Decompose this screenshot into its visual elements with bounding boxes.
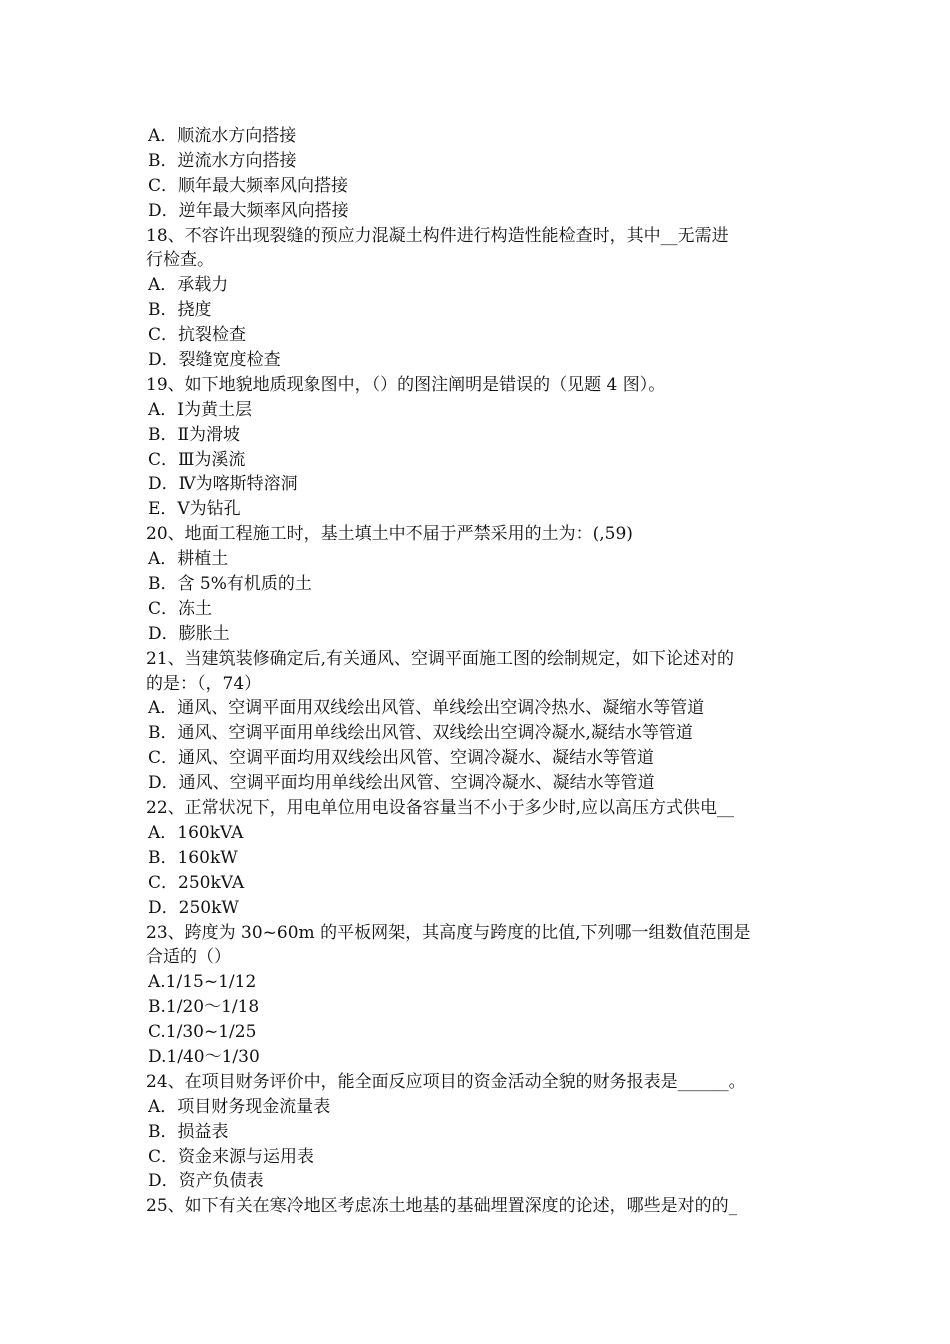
answer-option: D．膨胀土 bbox=[148, 623, 230, 644]
answer-option: D．资产负债表 bbox=[148, 1171, 264, 1192]
answer-option: A．160kVA bbox=[148, 822, 244, 843]
answer-option: B．160kW bbox=[148, 847, 238, 868]
answer-option: B．损益表 bbox=[148, 1121, 229, 1142]
answer-option: C.1/30~1/25 bbox=[148, 1022, 257, 1043]
question-text: 的是：（，74） bbox=[146, 673, 262, 694]
answer-option: C．Ⅲ为溪流 bbox=[148, 449, 246, 470]
answer-option: D．裂缝宽度检查 bbox=[148, 350, 281, 371]
answer-option: C．资金来源与运用表 bbox=[148, 1146, 315, 1167]
answer-option: A.1/15~1/12 bbox=[148, 972, 257, 993]
answer-option: C．顺年最大频率风向搭接 bbox=[148, 175, 349, 196]
answer-option: D.1/40～1/30 bbox=[148, 1046, 260, 1067]
answer-option: D．通风、空调平面均用单线绘出风管、空调冷凝水、凝结水等管道 bbox=[148, 773, 655, 794]
answer-option: E．Ⅴ为钻孔 bbox=[148, 499, 241, 520]
exam-text-body bbox=[146, 124, 811, 1219]
answer-option: B．逆流水方向搭接 bbox=[148, 150, 297, 171]
question-text: 18、不容许出现裂缝的预应力混凝土构件进行构造性能检查时，其中__无需进 bbox=[146, 225, 729, 246]
question-text: 20、地面工程施工时，基土填土中不届于严禁采用的土为：(,59) bbox=[146, 524, 633, 545]
answer-option: C．冻土 bbox=[148, 598, 213, 619]
answer-option: C．抗裂检查 bbox=[148, 325, 247, 346]
answer-option: A．顺流水方向搭接 bbox=[148, 126, 297, 146]
question-text: 24、在项目财务评价中，能全面反应项目的资金活动全貌的财务报表是______。 bbox=[146, 1071, 746, 1092]
question-text: 23、跨度为 30~60m 的平板网架，其高度与跨度的比值,下列哪一组数值范围是 bbox=[146, 922, 751, 943]
question-text: 合适的（） bbox=[146, 947, 231, 968]
answer-option: B．含 5%有机质的土 bbox=[148, 574, 312, 595]
answer-option: D．250kW bbox=[148, 897, 239, 918]
question-text: 21、当建筑装修确定后,有关通风、空调平面施工图的绘制规定，如下论述对的 bbox=[146, 648, 735, 669]
answer-option: B．通风、空调平面用单线绘出风管、双线绘出空调冷凝水,凝结水等管道 bbox=[148, 723, 693, 744]
answer-option: D．Ⅳ为喀斯特溶洞 bbox=[148, 474, 298, 495]
question-text: 行检查。 bbox=[146, 250, 214, 271]
answer-option: B.1/20～1/18 bbox=[148, 997, 260, 1018]
answer-option: A．通风、空调平面用双线绘出风管、单线绘出空调冷热水、凝缩水等管道 bbox=[148, 698, 705, 719]
answer-option: A．耕植土 bbox=[148, 549, 229, 570]
answer-option: A．Ⅰ为黄土层 bbox=[148, 399, 252, 420]
answer-option: B．Ⅱ为滑坡 bbox=[148, 424, 241, 445]
answer-option: C．250kVA bbox=[148, 872, 245, 893]
answer-option: A．项目财务现金流量表 bbox=[148, 1096, 331, 1117]
answer-option: B．挠度 bbox=[148, 300, 212, 321]
question-text: 22、正常状况下，用电单位用电设备容量当不小于多少时,应以高压方式供电__ bbox=[146, 798, 735, 819]
answer-option: C．通风、空调平面均用双线绘出风管、空调冷凝水、凝结水等管道 bbox=[148, 748, 655, 769]
answer-option: D．逆年最大频率风向搭接 bbox=[148, 200, 349, 221]
answer-option: A．承载力 bbox=[148, 275, 229, 296]
question-text: 19、如下地貌地质现象图中，（）的图注阐明是错误的（见题 4 图）。 bbox=[146, 374, 666, 395]
question-text: 25、如下有关在寒冷地区考虑冻土地基的基础埋置深度的论述，哪些是对的的_ bbox=[146, 1196, 738, 1217]
